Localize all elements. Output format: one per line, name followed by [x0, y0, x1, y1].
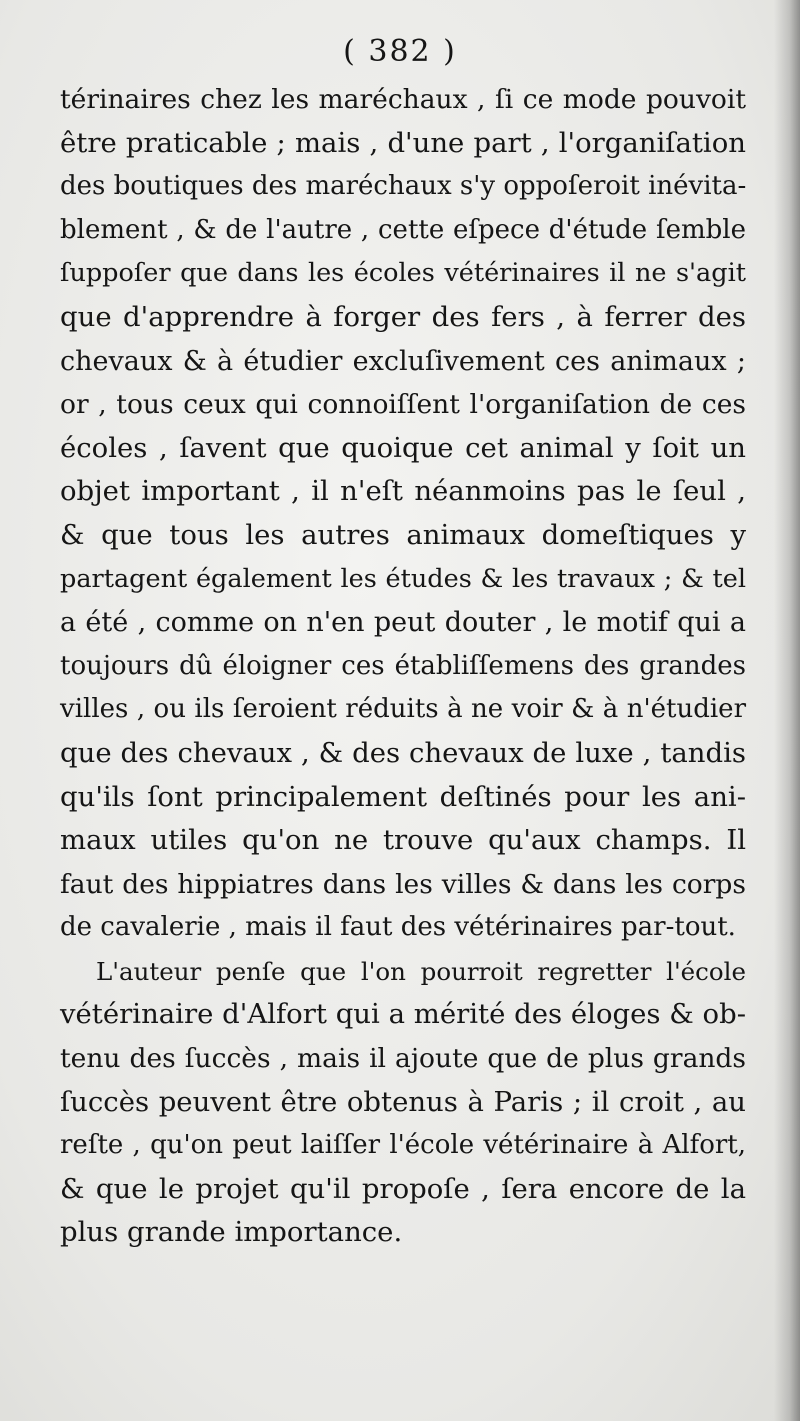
- text-line: or , tous ceux qui connoiſſent l'organiſation de ces: [60, 389, 746, 421]
- text-line: tenu des ſuccès , mais il ajoute que de plus grands: [60, 1043, 746, 1075]
- page-edge-shadow: [774, 0, 800, 1421]
- text-line: que d'apprendre à forger des fers , à ferrer des: [60, 300, 746, 333]
- text-line: écoles , ſavent que quoique cet animal y ſoit un: [60, 431, 746, 464]
- text-line: maux utiles qu'on ne trouve qu'aux champs. Il: [60, 824, 746, 857]
- text-line: vétérinaire d'Alfort qui a mérité des éloges & ob-: [60, 998, 746, 1031]
- text-line: térinaires chez les maréchaux , ſi ce mode pouvoit: [60, 84, 746, 115]
- paragraph-end-line: de cavalerie , mais il faut des vétérinaires par-tout.: [60, 912, 736, 943]
- text-line: faut des hippiatres dans les villes & dans les corps: [60, 868, 746, 900]
- text-line: toujours dû éloigner ces établiſſemens des grandes: [60, 650, 746, 681]
- text-line: objet important , il n'eſt néanmoins pas le ſeul ,: [60, 475, 746, 508]
- text-line: ſuppoſer que dans les écoles vétérinaires il ne s'agit: [60, 258, 746, 289]
- text-line: & que le projet qu'il propoſe , ſera encore de la: [60, 1172, 746, 1205]
- text-line: ſuccès peuvent être obtenus à Paris ; il croit , au: [60, 1085, 746, 1118]
- body-text: [60, 78, 746, 1255]
- text-line: villes , ou ils ſeroient réduits à ne voir & à n'étudier: [60, 694, 746, 725]
- text-line: blement , & de l'autre , cette eſpece d'étude ſemble: [60, 214, 746, 245]
- text-line: chevaux & à étudier excluſivement ces animaux ;: [60, 345, 746, 377]
- text-line: des boutiques des maréchaux s'y oppoſeroit inévita-: [60, 171, 747, 202]
- text-line: être praticable ; mais , d'une part , l'organiſation: [60, 126, 746, 159]
- text-line: qu'ils ſont principalement deſtinés pour les ani-: [60, 780, 746, 813]
- page-number: ( 382 ): [343, 34, 457, 69]
- paragraph-start-line: L'auteur penſe que l'on pourroit regretter l'école: [96, 956, 746, 986]
- text-line: & que tous les autres animaux domeſtiques y: [60, 518, 746, 551]
- text-line: que des chevaux , & des chevaux de luxe , tandis: [60, 736, 746, 769]
- paragraph-end-line: plus grande importance.: [60, 1216, 403, 1249]
- text-line: a été , comme on n'en peut douter , le motif qui a: [60, 607, 746, 639]
- text-line: partagent également les études & les travaux ; & tel: [60, 563, 746, 594]
- text-line: reſte , qu'on peut laiſſer l'école vétérinaire à Alfort,: [60, 1130, 746, 1161]
